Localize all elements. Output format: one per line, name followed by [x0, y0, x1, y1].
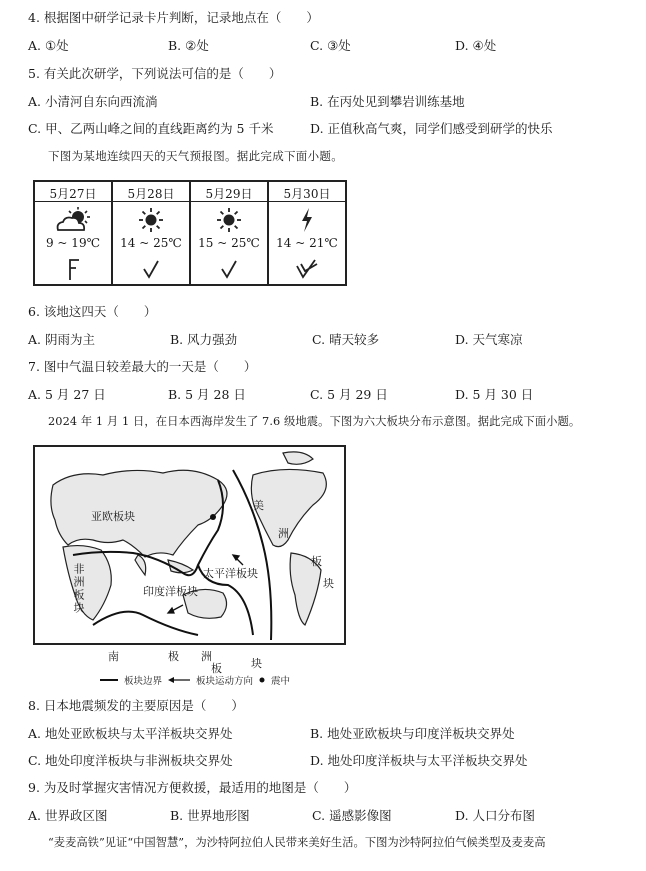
map-legend — [100, 673, 290, 687]
q7-option-a: A. 5 月 27 日 — [28, 387, 106, 402]
weather-temp: 9 ~ 19℃ — [45, 236, 100, 250]
q6-option-b: B. 风力强劲 — [170, 332, 238, 347]
q5-option-d: D. 正值秋高气爽，同学们感受到研学的快乐 — [310, 121, 553, 136]
weather-day-1 — [35, 182, 113, 284]
q4-option-a: A. ①处 — [28, 38, 69, 53]
weather-day-3 — [191, 182, 269, 284]
question-4-stem: 4. 根据图中研学记录卡片判断，记录地点在（ ） — [28, 10, 319, 25]
q8-option-c: C. 地处印度洋板块与非洲板块交界处 — [28, 753, 233, 768]
q6-option-a: A. 阴雨为主 — [28, 332, 95, 347]
legend-epicenter: 震中 — [271, 676, 291, 687]
label-africa-plate: 非洲板块 — [72, 563, 85, 615]
label-antarctic-1: 南 — [108, 650, 119, 663]
q6-option-c: C. 晴天较多 — [312, 332, 380, 347]
q9-option-c: C. 遥感影像图 — [312, 808, 392, 823]
weather-date: 5月28日 — [127, 187, 175, 201]
earthquake-intro: 2024 年 1 月 1 日，在日本西海岸发生了 7.6 级地震。下图为六大板块分布示意图。据此完成下面小题。 — [48, 415, 581, 428]
question-6-stem: 6. 该地这四天（ ） — [28, 304, 157, 319]
sun-icon — [191, 206, 267, 234]
sun-icon — [113, 206, 189, 234]
weather-day-4 — [269, 182, 345, 284]
wind-f-symbol — [35, 256, 111, 282]
label-eurasia-plate: 亚欧板块 — [91, 510, 135, 523]
weather-temp: 14 ~ 21℃ — [276, 236, 338, 250]
weather-temp: 15 ~ 25℃ — [198, 236, 260, 250]
weather-date: 5月29日 — [205, 187, 253, 201]
label-antarctic-5: 块 — [251, 657, 262, 670]
label-america-3: 板 — [311, 555, 322, 568]
legend-motion: 板块运动方向 — [196, 676, 254, 687]
weather-temp: 14 ~ 25℃ — [120, 236, 182, 250]
q8-option-a: A. 地处亚欧板块与太平洋板块交界处 — [28, 726, 233, 741]
q9-option-a: A. 世界政区图 — [28, 808, 108, 823]
q7-option-b: B. 5 月 28 日 — [168, 387, 246, 402]
epicenter-marker — [210, 514, 216, 520]
label-pacific-plate: 太平洋板块 — [203, 567, 258, 580]
q4-option-b: B. ②处 — [168, 38, 209, 53]
question-5-stem: 5. 有关此次研学，下列说法可信的是（ ） — [28, 66, 282, 81]
label-indian-plate: 印度洋板块 — [143, 585, 198, 598]
weather-date: 5月30日 — [283, 187, 331, 201]
q7-option-d: D. 5 月 30 日 — [455, 387, 534, 402]
weather-day-2 — [113, 182, 191, 284]
q8-option-d: D. 地处印度洋板块与太平洋板块交界处 — [310, 753, 528, 768]
label-america-2: 洲 — [278, 527, 289, 540]
label-america-4: 块 — [323, 577, 334, 590]
legend-boundary: 板块边界 — [124, 676, 163, 687]
weather-forecast-table — [33, 180, 347, 286]
wind-double-check-symbol — [269, 256, 345, 282]
q8-option-b: B. 地处亚欧板块与印度洋板块交界处 — [310, 726, 515, 741]
label-america-1: 美 — [253, 499, 264, 512]
q5-option-a: A. 小清河自东向西流淌 — [28, 94, 158, 109]
q9-option-d: D. 人口分布图 — [455, 808, 536, 823]
q7-option-c: C. 5 月 29 日 — [310, 387, 388, 402]
label-antarctic-2: 极 — [168, 650, 179, 663]
q5-option-c: C. 甲、乙两山峰之间的直线距离约为 5 千米 — [28, 121, 274, 136]
q6-option-d: D. 天气寒凉 — [455, 332, 523, 347]
label-antarctic-3: 洲 — [201, 650, 212, 663]
question-8-stem: 8. 日本地震频发的主要原因是（ ） — [28, 698, 244, 713]
thunder-icon — [269, 206, 345, 234]
partly-cloudy-icon — [35, 206, 111, 234]
q4-option-c: C. ③处 — [310, 38, 351, 53]
q9-option-b: B. 世界地形图 — [170, 808, 250, 823]
plate-map — [33, 445, 346, 690]
wind-check-symbol — [191, 256, 267, 282]
weather-date: 5月27日 — [49, 187, 97, 201]
wind-check-symbol — [113, 256, 189, 282]
q4-option-d: D. ④处 — [455, 38, 497, 53]
arrow-icon — [168, 676, 190, 684]
q5-option-b: B. 在丙处见到攀岩训练基地 — [310, 94, 465, 109]
weather-intro: 下图为某地连续四天的天气预报图。据此完成下面小题。 — [48, 149, 343, 163]
question-7-stem: 7. 图中气温日较差最大的一天是（ ） — [28, 359, 257, 374]
railway-intro: “麦麦高铁”见证“中国智慧”，为沙特阿拉伯人民带来美好生活。下图为沙特阿拉伯气候类型及麦麦高 — [48, 836, 546, 849]
question-9-stem: 9. 为及时掌握灾害情况方便救援，最适用的地图是（ ） — [28, 780, 357, 795]
label-antarctic-4: 板 — [211, 662, 222, 675]
